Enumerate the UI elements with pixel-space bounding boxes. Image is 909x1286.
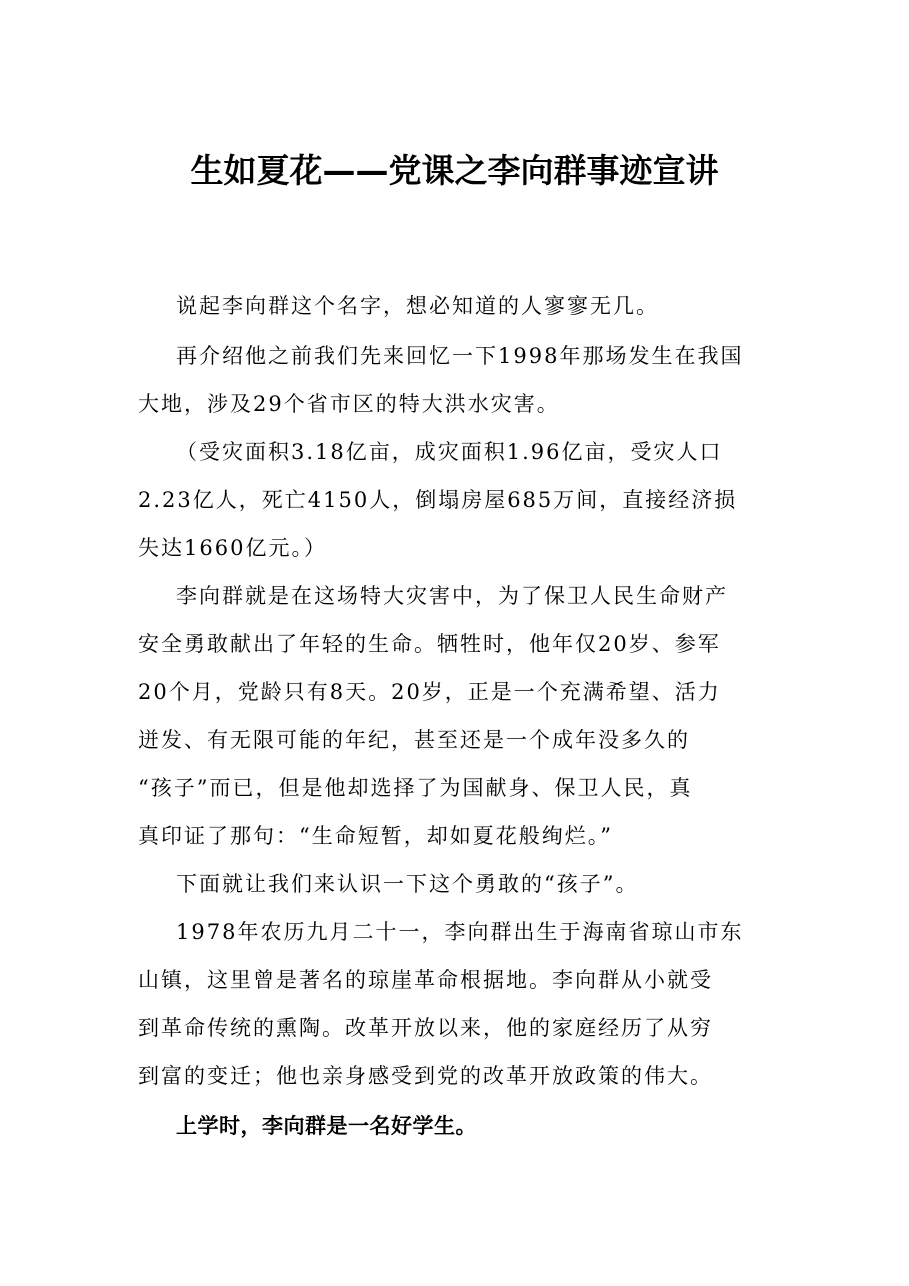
paragraph-line: 到富的变迁；他也亲身感受到党的改革开放政策的伟大。 — [138, 1064, 713, 1088]
paragraph-line: 1978年农历九月二十一，李向群出生于海南省琼山市东 — [176, 920, 744, 944]
paragraph-line: 大地，涉及29个省市区的特大洪水灾害。 — [138, 392, 560, 416]
document-title: 生如夏花——党课之李向群事迹宣讲 — [190, 151, 719, 190]
paragraph-line: 失达1660亿元。） — [138, 536, 327, 560]
paragraph-line: 再介绍他之前我们先来回忆一下1998年那场发生在我国 — [176, 344, 744, 368]
paragraph-line: （受灾面积3.18亿亩，成灾面积1.96亿亩，受灾人口 — [176, 440, 723, 464]
paragraph-line: 到革命传统的熏陶。改革开放以来，他的家庭经历了从穷 — [138, 1016, 713, 1040]
paragraph-line: 李向群就是在这场特大灾害中，为了保卫人民生命财产 — [176, 584, 728, 608]
paragraph-line: 20个月，党龄只有8天。20岁，正是一个充满希望、活力 — [138, 680, 721, 704]
paragraph-line: 真印证了那句：“生命短暂，却如夏花般绚烂。” — [138, 824, 613, 848]
paragraph-line: 迸发、有无限可能的年纪，甚至还是一个成年没多久的 — [138, 728, 690, 752]
paragraph-line: 2.23亿人，死亡4150人，倒塌房屋685万间，直接经济损 — [138, 488, 738, 512]
paragraph-line: 山镇，这里曾是著名的琼崖革命根据地。李向群从小就受 — [138, 968, 713, 992]
paragraph-line: “孩子”而已，但是他却选择了为国献身、保卫人民，真 — [138, 776, 693, 800]
bold-paragraph-line: 上学时，李向群是一名好学生。 — [176, 1114, 477, 1138]
paragraph-line: 安全勇敢献出了年轻的生命。牺牲时，他年仅20岁、参军 — [138, 632, 721, 656]
paragraph-line: 说起李向群这个名字，想必知道的人寥寥无几。 — [176, 294, 659, 318]
paragraph-line: 下面就让我们来认识一下这个勇敢的“孩子”。 — [176, 872, 639, 896]
